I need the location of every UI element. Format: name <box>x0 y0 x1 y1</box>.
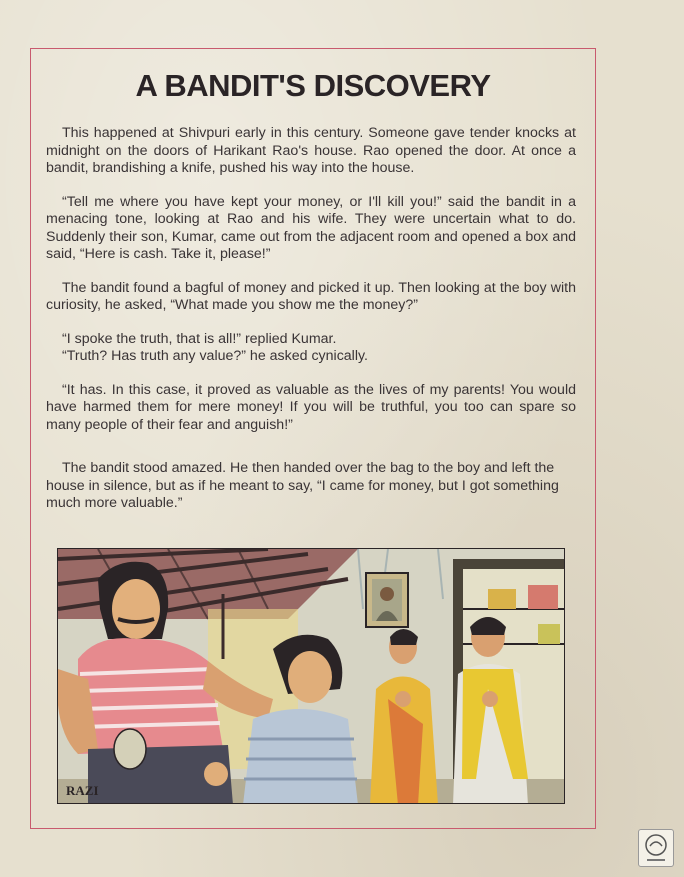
story-text <box>46 125 576 529</box>
paragraph-1: This happened at Shivpuri early in this century. Someone gave tender knocks at midnight on the doors of Harikant Rao's house. Rao opened the door. At once a bandit, brandishing a knife, pushed his way into the house. <box>46 125 576 176</box>
paragraph-6: “It has. In this case, it proved as valuable as the lives of my parents! You would have harmed them for mere money! If you will be truthful, you too can spare so many people of their fear and anguish!” <box>46 381 576 433</box>
paragraph-2: “Tell me where you have kept your money, or I'll kill you!” said the bandit in a menacing tone, looking at Rao and his wife. They were uncertain what to do. Suddenly their son, Kumar, came out from the adjacent room and opened a box and said, “Here is cash. Take it, please!” <box>46 193 576 262</box>
money-bag <box>114 729 146 769</box>
framed-portrait <box>366 573 408 627</box>
paragraph-5: “Truth? Has truth any value?” he asked cynically. <box>62 348 368 364</box>
paragraph-4: “I spoke the truth, that is all!” replied Kumar. <box>62 330 337 347</box>
paragraph-3: The bandit found a bagful of money and picked it up. Then looking at the boy with curiosity, he asked, “What made you show me the money?” <box>46 279 576 313</box>
watermark-logo <box>638 829 674 867</box>
story-title: A BANDIT'S DISCOVERY <box>135 68 491 103</box>
paragraph-7: The bandit stood amazed. He then handed over the bag to the boy and left the house in silence, but as if he meant to say, “I came for money, but I got something much more valuable.” <box>46 460 559 511</box>
artist-signature: RAZI <box>66 783 99 798</box>
story-illustration <box>57 548 565 804</box>
